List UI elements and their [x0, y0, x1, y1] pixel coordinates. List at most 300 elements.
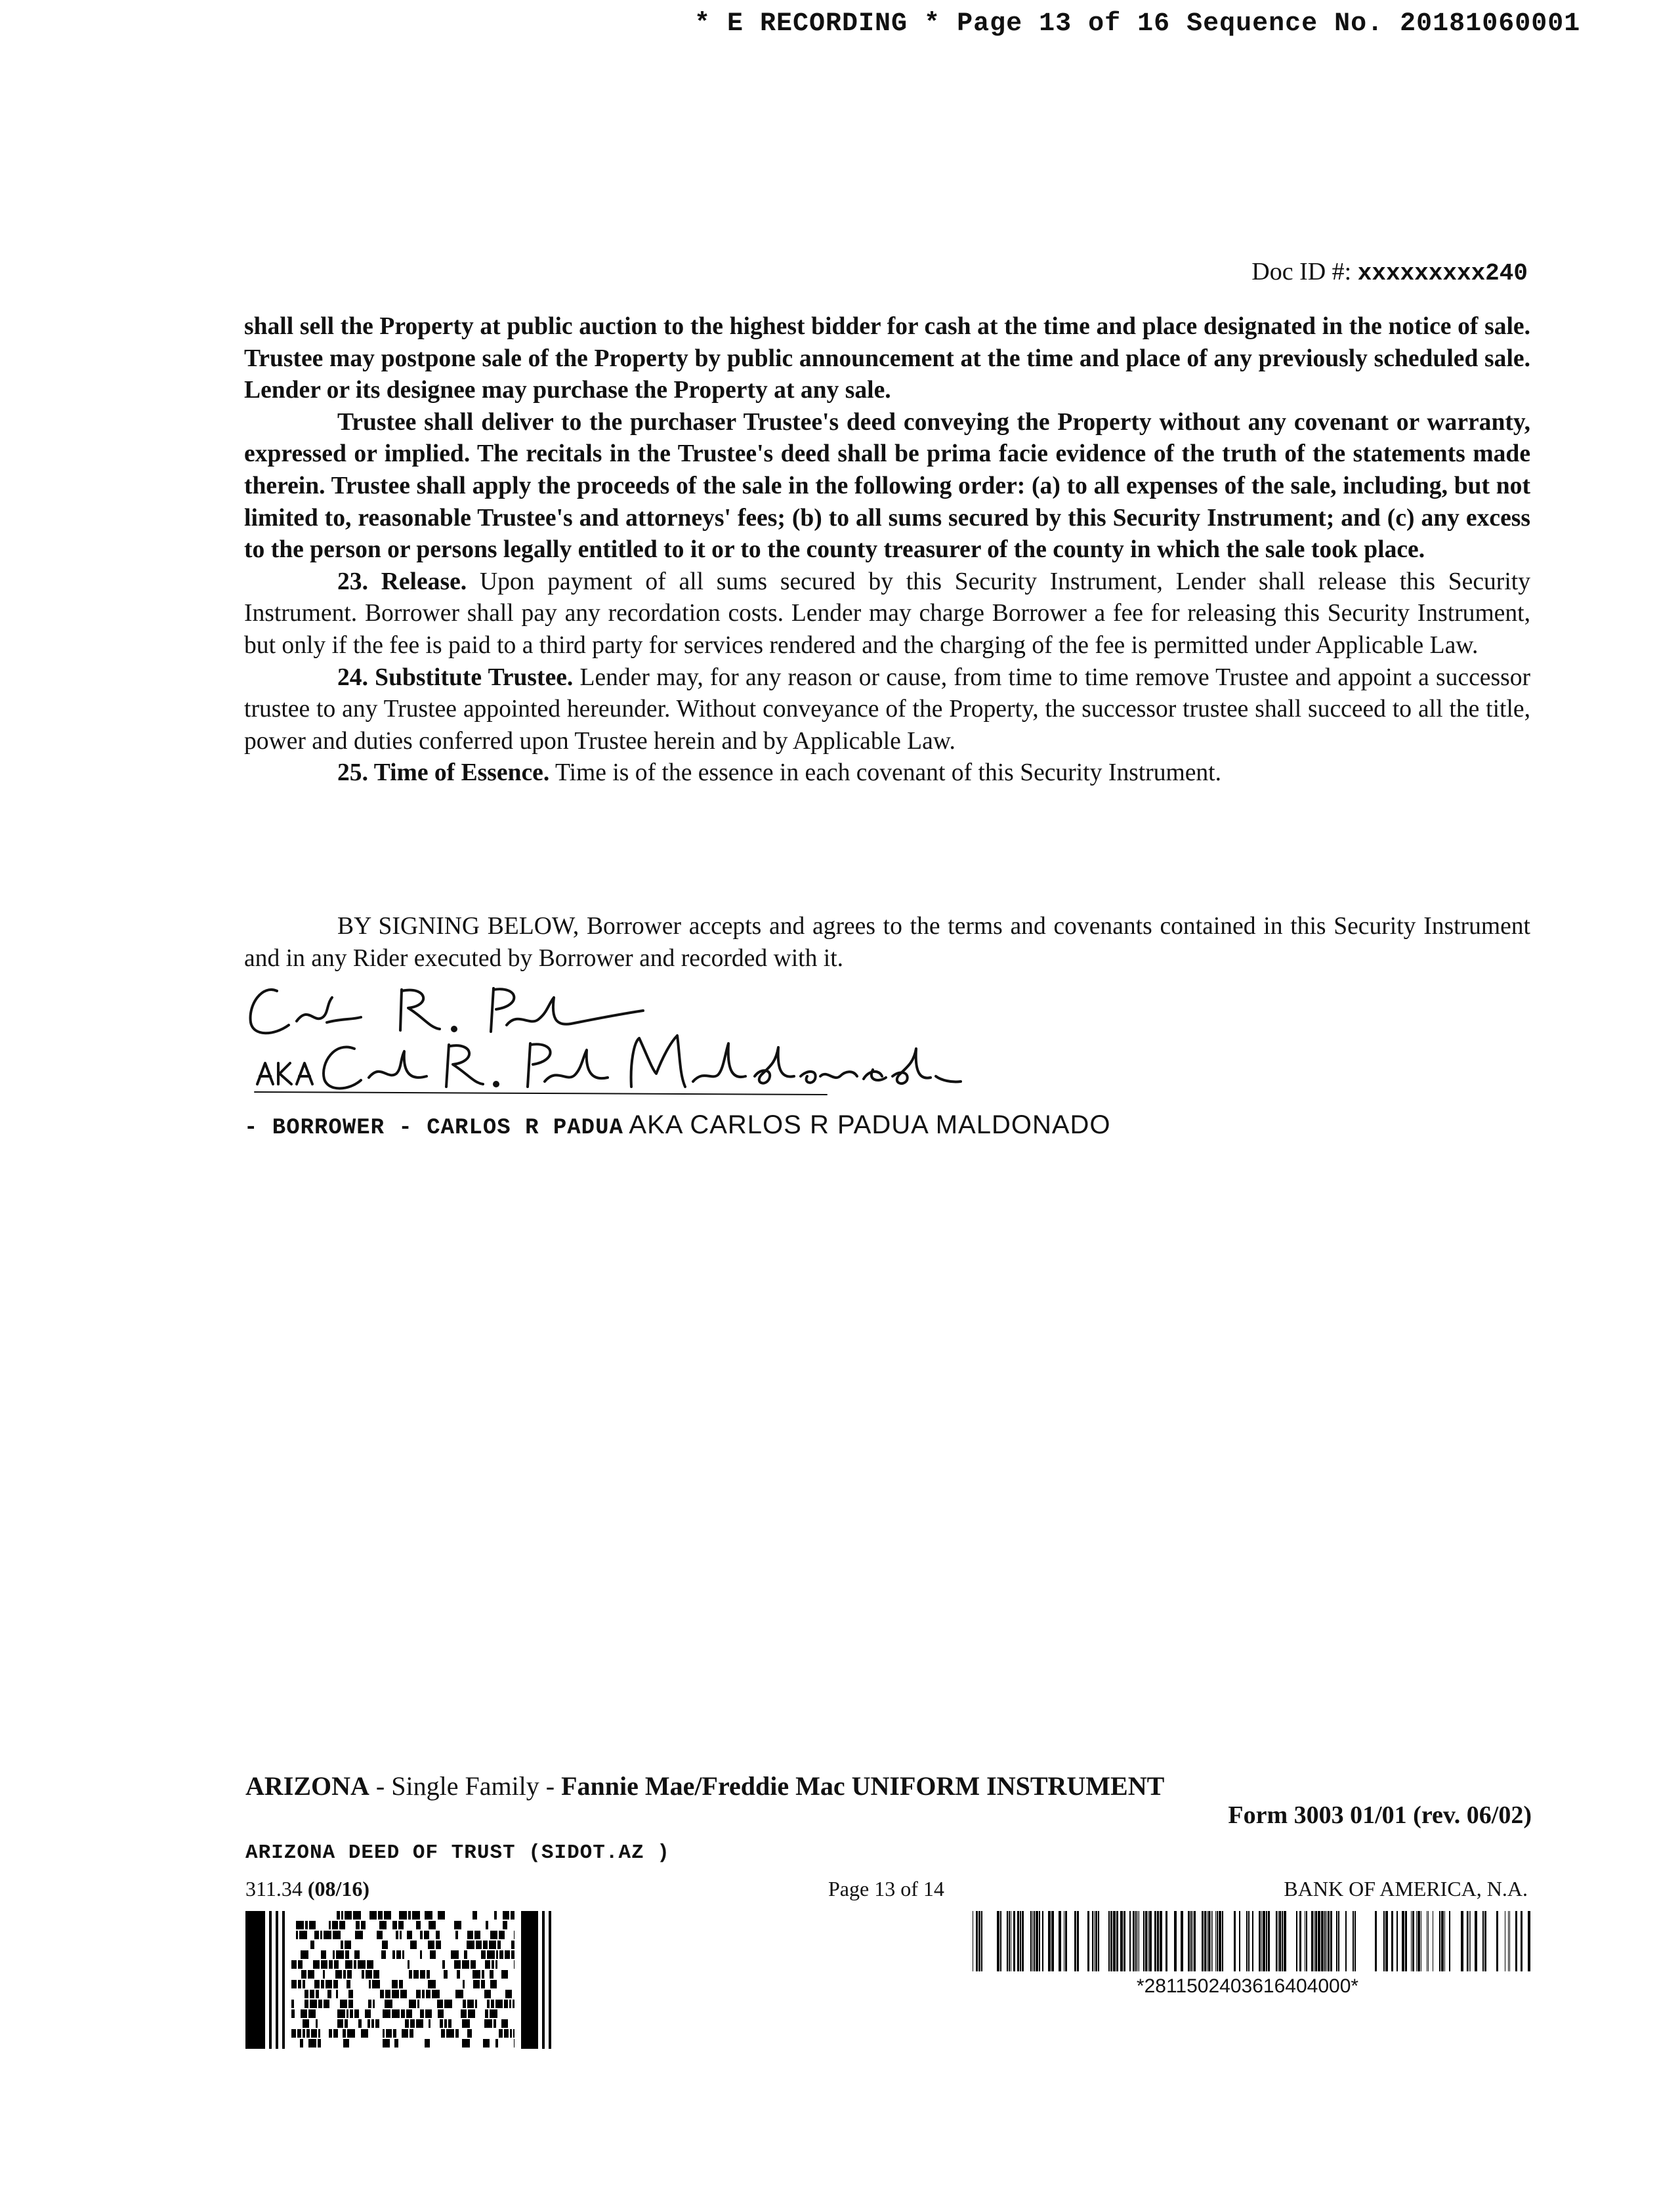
- pdf417-module: [379, 1921, 387, 1929]
- barcode-bar: [1160, 1911, 1162, 1971]
- barcode-bar: [1116, 1911, 1118, 1971]
- pdf417-module: [467, 1931, 473, 1939]
- pdf417-module: [321, 1960, 327, 1969]
- pdf417-module: [386, 2029, 392, 2038]
- pdf417-module: [356, 1921, 360, 1929]
- pdf417-module: [405, 2019, 409, 2028]
- pdf417-module: [372, 1980, 380, 1988]
- pdf417-module: [310, 2000, 317, 2008]
- barcode-bar: [1276, 1911, 1277, 1971]
- section-25-time-of-essence: [244, 757, 1530, 789]
- pdf417-module: [245, 1911, 265, 2049]
- barcode-bar: [1000, 1911, 1001, 1971]
- barcode-bar: [1315, 1911, 1317, 1971]
- pdf417-module: [398, 1921, 404, 1929]
- barcode-bar: [1328, 1911, 1330, 1971]
- barcode-bar: [1017, 1911, 1019, 1971]
- barcode-number: *2811502403616404000*: [1136, 1975, 1359, 1997]
- barcode-bar: [1215, 1911, 1216, 1971]
- barcode-bar: [1154, 1911, 1156, 1971]
- barcode-bar: [1411, 1911, 1412, 1971]
- pdf417-module: [333, 1980, 338, 1988]
- pdf417-module: [468, 2009, 475, 2018]
- pdf417-module: [501, 2019, 508, 2028]
- barcode-bar: [1007, 1911, 1008, 1971]
- pdf417-module: [392, 2009, 400, 2018]
- pdf417-module: [455, 1931, 458, 1939]
- pdf417-module: [513, 2000, 514, 2008]
- pdf417-module: [442, 1960, 445, 1969]
- pdf417-module: [499, 2029, 503, 2038]
- pdf417-module: [392, 1990, 399, 1998]
- sig-aka-handwritten: AKA: [256, 1084, 258, 1085]
- pdf417-module: [491, 2000, 494, 2008]
- pdf417-module: [369, 1980, 371, 1988]
- barcode-bar: [1509, 1911, 1510, 1971]
- pdf417-module: [483, 2039, 490, 2048]
- pdf417-module: [333, 1950, 335, 1959]
- pdf417-module: [400, 1931, 402, 1939]
- pdf417-module: [424, 1931, 429, 1939]
- pdf417-module: [426, 1990, 430, 1998]
- barcode-bar: [1385, 1911, 1388, 1971]
- pdf417-module: [483, 1941, 488, 1949]
- barcode-bar: [1279, 1911, 1281, 1971]
- pdf417-module: [348, 1990, 353, 1998]
- pdf417-module: [510, 2029, 512, 2038]
- pdf417-module: [416, 1990, 421, 1998]
- barcode-bar: [1077, 1911, 1079, 1971]
- pdf417-module: [472, 1970, 480, 1979]
- barcode-bar: [1204, 1911, 1206, 1971]
- barcode-bar: [1149, 1911, 1152, 1971]
- pdf417-module: [309, 1921, 316, 1929]
- pdf417-module: [438, 2009, 444, 2018]
- barcode-bar: [1336, 1911, 1337, 1971]
- pdf417-module: [393, 2029, 396, 2038]
- barcode-bar: [1042, 1911, 1043, 1971]
- barcode-bar: [1192, 1911, 1193, 1971]
- section-25-text: Time is of the essence in each covenant of this Security Instrument.: [549, 759, 1222, 787]
- pdf417-module: [333, 1931, 341, 1939]
- barcode-bar: [1475, 1911, 1477, 1971]
- section-24-substitute-trustee: [244, 662, 1530, 758]
- barcode-bar: [1157, 1911, 1159, 1971]
- pdf417-module: [407, 1931, 412, 1939]
- barcode-bar: [1059, 1911, 1061, 1971]
- section-25-heading: 25. Time of Essence.: [337, 759, 550, 787]
- paragraph-trustee-deed: Trustee shall deliver to the purchaser Trustee's deed conveying the Property without any covenant or warranty, expressed or implied. The recitals in the Trustee's deed shall be prima facie evidence of the truth of the statements made therein. Trustee shall apply the proceeds of the sale in the following order: (a) to all expenses of the sale, including, but not limited to, reasonable Trustee's and attorneys' fees; (b) to all sums secured by this Security Instrument; and (c) any excess to the person or persons legally entitled to it or to the county treasurer of the county in which the sale took place.: [244, 408, 1530, 564]
- pdf417-module: [474, 1931, 480, 1939]
- pdf417-module: [345, 1960, 352, 1969]
- pdf417-module: [542, 1911, 545, 2049]
- pdf417-module: [429, 2019, 430, 2028]
- pdf417-module: [490, 1970, 494, 1979]
- pdf417-module: [412, 1911, 420, 1920]
- pdf417-module: [303, 1980, 305, 1988]
- pdf417-module: [473, 1980, 480, 1988]
- barcode-bar: [1208, 1911, 1210, 1971]
- barcode-bar: [1268, 1911, 1270, 1971]
- barcode-bar: [1461, 1911, 1463, 1971]
- pdf417-module: [316, 2019, 318, 2028]
- barcode-bar: [997, 1911, 999, 1971]
- pdf417-module: [354, 2009, 359, 2018]
- barcode-bar: [1039, 1911, 1040, 1971]
- pdf417-module: [314, 1931, 319, 1939]
- barcode-bar: [1444, 1911, 1445, 1971]
- pdf417-module: [291, 2000, 294, 2008]
- pdf417-module: [417, 2000, 419, 2008]
- pdf417-module: [345, 1950, 349, 1959]
- pdf417-module: [513, 2029, 514, 2038]
- barcode-bar: [1143, 1911, 1144, 1971]
- pdf417-module: [501, 1970, 508, 1979]
- pdf417-module: [413, 1970, 419, 1979]
- barcode-bar: [1418, 1911, 1420, 1971]
- pdf417-module: [409, 1970, 412, 1979]
- pdf417-module: [341, 1911, 343, 1920]
- barcode-bar: [1449, 1911, 1450, 1971]
- barcode-bar: [976, 1911, 978, 1971]
- pdf417-module: [486, 1921, 488, 1929]
- pdf417-module: [446, 2029, 454, 2038]
- pdf417-module: [366, 1970, 372, 1979]
- pdf417-module: [455, 1990, 463, 1998]
- barcode-bar: [1113, 1911, 1116, 1971]
- pdf417-module: [471, 1960, 476, 1969]
- pdf417-module: [313, 1960, 320, 1969]
- barcode-bar: [1248, 1911, 1250, 1971]
- pdf417-module: [323, 1970, 325, 1979]
- pdf417-module: [408, 1911, 411, 1920]
- pdf417-module: [305, 1921, 308, 1929]
- pdf417-module: [392, 1950, 395, 1959]
- section-23-text: Upon payment of all sums secured by this Security Instrument, Lender shall release this Security Instrument. Borrower shall pay any recordation costs. Lender may charge Borrower a fee for releasing this Security Instrument, but only if the fee is paid to a third party for services rendered and the charging of the fee is permitted under Applicable Law.: [244, 568, 1530, 659]
- footer-code: [245, 1877, 369, 1901]
- pdf417-module: [521, 1911, 538, 2049]
- pdf417-module: [345, 1941, 351, 1949]
- barcode-bar: [1217, 1911, 1218, 1971]
- pdf417-module: [472, 1911, 477, 1920]
- barcode-bar: [1326, 1911, 1327, 1971]
- pdf417-module: [422, 1990, 425, 1998]
- pdf417-module: [485, 1960, 490, 1969]
- barcode-bar: [1239, 1911, 1240, 1971]
- barcode-bar: [1095, 1911, 1097, 1971]
- pdf417-module: [385, 2000, 392, 2008]
- pdf417-module: [454, 1921, 461, 1929]
- barcode-bar: [1032, 1911, 1033, 1971]
- barcode-bar: [1166, 1911, 1167, 1971]
- pdf417-module: [301, 2009, 307, 2018]
- barcode-bar: [1087, 1911, 1089, 1971]
- pdf417-module: [441, 2029, 445, 2038]
- barcode-bar: [1299, 1911, 1301, 1971]
- pdf417-module: [368, 2000, 371, 2008]
- pdf417-module: [320, 1931, 322, 1939]
- barcode-bar: [1405, 1911, 1407, 1971]
- pdf417-module: [461, 2009, 467, 2018]
- pdf417-module: [504, 2029, 509, 2038]
- pdf417-module: [490, 1931, 497, 1939]
- pdf417-module: [476, 1941, 482, 1949]
- recording-header: * E RECORDING * Page 13 of 16 Sequence No. 20181060001: [694, 9, 1581, 39]
- pdf417-module: [336, 1990, 338, 1998]
- pdf417-module: [410, 2019, 415, 2028]
- barcode-bar: [1391, 1911, 1393, 1971]
- pdf417-module: [343, 2039, 349, 2048]
- barcode-bar: [1412, 1911, 1414, 1971]
- pdf417-module: [485, 2009, 488, 2018]
- pdf417-barcode: [245, 1911, 554, 2049]
- pdf417-module: [396, 1950, 401, 1959]
- barcode-bar: [1259, 1911, 1261, 1971]
- footer-code-prefix: 311.34: [245, 1877, 308, 1900]
- pdf417-module: [343, 1970, 346, 1979]
- pdf417-module: [355, 1931, 363, 1939]
- pdf417-module: [511, 1950, 514, 1959]
- barcode-bar: [1428, 1911, 1429, 1971]
- pdf417-module: [291, 1980, 297, 1988]
- barcode-bar: [1321, 1911, 1324, 1971]
- barcode-bar: [1252, 1911, 1253, 1971]
- section-23-heading: 23. Release.: [337, 568, 467, 595]
- sig-stroke: [251, 990, 289, 1033]
- pdf417-module: [296, 1931, 298, 1939]
- pdf417-module: [425, 1911, 432, 1920]
- pdf417-module: [332, 1921, 338, 1929]
- pdf417-module: [494, 1911, 497, 1920]
- pdf417-module: [373, 2000, 375, 2008]
- pdf417-module: [420, 1970, 425, 1979]
- pdf417-module: [318, 2039, 321, 2048]
- pdf417-module: [276, 1911, 278, 2049]
- pdf417-module: [347, 2029, 355, 2038]
- barcode-bar: [1194, 1911, 1196, 1971]
- barcode-bar: [1036, 1911, 1038, 1971]
- pdf417-module: [383, 2029, 385, 2038]
- pdf417-module: [462, 2039, 470, 2048]
- barcode-bar: [1137, 1911, 1138, 1971]
- pdf417-module: [297, 2029, 301, 2038]
- footer-instrument: Fannie Mae/Freddie Mac UNIFORM INSTRUMENT: [561, 1771, 1165, 1801]
- pdf417-module: [420, 1950, 422, 1959]
- pdf417-module: [444, 2000, 452, 2008]
- pdf417-module: [380, 1990, 384, 1998]
- pdf417-module: [430, 1950, 436, 1959]
- pdf417-module: [340, 2000, 347, 2008]
- barcode-bar: [1020, 1911, 1021, 1971]
- pdf417-module: [381, 1950, 386, 1959]
- pdf417-module: [400, 1990, 407, 1998]
- pdf417-module: [420, 1931, 423, 1939]
- pdf417-module: [310, 1990, 314, 1998]
- pdf417-module: [487, 2000, 490, 2008]
- barcode-bar: [978, 1911, 980, 1971]
- pdf417-module: [409, 2000, 416, 2008]
- pdf417-module: [373, 1970, 379, 1979]
- pdf417-module: [291, 1960, 297, 1969]
- barcode-bar: [1402, 1911, 1404, 1971]
- pdf417-module: [343, 2029, 346, 2038]
- pdf417-module: [337, 2019, 343, 2028]
- barcode-bar: [1306, 1911, 1307, 1971]
- pdf417-module: [402, 2029, 408, 2038]
- pdf417-module: [462, 1960, 469, 1969]
- barcode-bar: [1222, 1911, 1223, 1971]
- pdf417-module: [499, 1950, 503, 1959]
- pdf417-module: [354, 1960, 356, 1969]
- pdf417-module: [392, 1921, 397, 1929]
- pdf417-module: [481, 1980, 485, 1988]
- pdf417-module: [282, 1911, 285, 2049]
- barcode-bar: [1261, 1911, 1262, 1971]
- pdf417-module: [304, 2000, 308, 2008]
- pdf417-module: [354, 1950, 360, 1959]
- pdf417-module: [410, 1941, 417, 1949]
- pdf417-module: [361, 2029, 368, 2038]
- pdf417-module: [440, 2019, 443, 2028]
- barcode-bar: [1266, 1911, 1267, 1971]
- pdf417-module: [428, 1980, 436, 1988]
- barcode-bar: [1094, 1911, 1095, 1971]
- pdf417-module: [383, 2039, 390, 2048]
- barcode-bar: [1048, 1911, 1051, 1971]
- pdf417-module: [326, 1980, 332, 1988]
- pdf417-module: [291, 2009, 295, 2018]
- barcode-bar: [1375, 1911, 1377, 1971]
- document-body: [244, 311, 1530, 789]
- linear-barcode: [962, 1911, 1533, 1971]
- pdf417-module: [347, 1970, 352, 1979]
- pdf417-module: [301, 1950, 308, 1959]
- pdf417-module: [401, 2009, 405, 2018]
- barcode-bar: [1022, 1911, 1024, 1971]
- pdf417-module: [341, 1941, 343, 1949]
- pdf417-module: [321, 1950, 326, 1959]
- pdf417-module: [367, 1960, 373, 1969]
- pdf417-module: [451, 1950, 459, 1959]
- pdf417-module: [335, 1970, 342, 1979]
- barcode-bar: [1416, 1911, 1417, 1971]
- pdf417-module: [490, 1980, 497, 1988]
- borrower-label: - BORROWER - CARLOS R PADUA: [244, 1116, 623, 1141]
- barcode-bar: [1263, 1911, 1265, 1971]
- pdf417-module: [511, 1941, 514, 1949]
- pdf417-module: [346, 1980, 350, 1988]
- pdf417-module: [358, 2019, 362, 2028]
- signing-statement: [244, 911, 1530, 975]
- pdf417-module: [308, 2039, 316, 2048]
- borrower-line: [244, 1110, 1111, 1141]
- barcode-bar: [1129, 1911, 1131, 1971]
- pdf417-module: [348, 2000, 353, 2008]
- pdf417-module: [350, 2009, 353, 2018]
- pdf417-module: [353, 1911, 361, 1920]
- pdf417-module: [365, 2009, 371, 2018]
- pdf417-module: [334, 1960, 339, 1969]
- pdf417-module: [383, 2009, 390, 2018]
- pdf417-module: [463, 1980, 465, 1988]
- pdf417-module: [308, 2009, 316, 2018]
- barcode-bar: [1135, 1911, 1137, 1971]
- barcode-bar: [1441, 1911, 1444, 1971]
- pdf417-module: [308, 1970, 314, 1979]
- barcode-bar: [1515, 1911, 1517, 1971]
- footer-page-number: Page 13 of 14: [828, 1877, 944, 1900]
- pdf417-module: [427, 1970, 430, 1979]
- section-24-heading: 24. Substitute Trustee.: [337, 663, 574, 691]
- barcode-bar: [1030, 1911, 1032, 1971]
- pdf417-module: [396, 1931, 398, 1939]
- barcode-bar: [1181, 1911, 1183, 1971]
- pdf417-module: [345, 2019, 348, 2028]
- pdf417-module: [438, 1911, 445, 1920]
- pdf417-module: [301, 1970, 306, 1979]
- pdf417-module: [300, 2039, 303, 2048]
- barcode-bar: [1074, 1911, 1076, 1971]
- barcode-bar: [1330, 1911, 1332, 1971]
- pdf417-module: [489, 1941, 496, 1949]
- footer-state-sep: - Single Family -: [369, 1771, 562, 1801]
- pdf417-module: [324, 1931, 331, 1939]
- barcode-bar: [1324, 1911, 1326, 1971]
- footer-form-number: Form 3003 01/01 (rev. 06/02): [1228, 1801, 1532, 1829]
- pdf417-module: [339, 1921, 345, 1929]
- pdf417-module: [337, 1911, 340, 1920]
- pdf417-module: [462, 2019, 470, 2028]
- pdf417-module: [382, 1941, 388, 1949]
- barcode-bar: [1092, 1911, 1093, 1971]
- section-23-release: [244, 566, 1530, 662]
- barcode-bar: [1354, 1911, 1356, 1971]
- pdf417-module: [448, 2019, 452, 2028]
- pdf417-module: [490, 2009, 497, 2018]
- pdf417-module: [333, 2029, 338, 2038]
- pdf417-module: [303, 2029, 305, 2038]
- pdf417-module: [494, 2019, 496, 2028]
- pdf417-module: [346, 2009, 348, 2018]
- pdf417-module: [304, 1990, 308, 1998]
- barcode-bar: [1396, 1911, 1398, 1971]
- pdf417-module: [436, 1941, 441, 1949]
- footer-deed-title: ARIZONA DEED OF TRUST (SIDOT.AZ ): [245, 1841, 670, 1864]
- pdf417-module: [444, 2019, 447, 2028]
- barcode-bar: [1051, 1911, 1054, 1971]
- barcode-bar: [1120, 1911, 1123, 1971]
- signing-statement-text: BY SIGNING BELOW, Borrower accepts and agrees to the terms and covenants contained in this Security Instrument and in any Rider executed by Borrower and recorded with it.: [244, 913, 1530, 972]
- barcode-bar: [1311, 1911, 1313, 1971]
- barcode-bar: [1098, 1911, 1099, 1971]
- pdf417-module: [495, 1960, 497, 1969]
- pdf417-module: [511, 1911, 514, 1920]
- borrower-signature: [236, 971, 991, 1109]
- pdf417-module: [425, 2039, 430, 2048]
- pdf417-module: [318, 2000, 322, 2008]
- pdf417-module: [416, 2019, 423, 2028]
- pdf417-module: [428, 1941, 434, 1949]
- pdf417-module: [455, 2029, 459, 2038]
- barcode-bar: [1484, 1911, 1486, 1971]
- pdf417-module: [410, 2029, 413, 2038]
- barcode-bar: [1282, 1911, 1283, 1971]
- pdf417-module: [503, 1911, 509, 1920]
- pdf417-module: [504, 2000, 508, 2008]
- pdf417-module: [311, 2029, 317, 2038]
- pdf417-module: [399, 1911, 407, 1920]
- barcode-bar: [1190, 1911, 1192, 1971]
